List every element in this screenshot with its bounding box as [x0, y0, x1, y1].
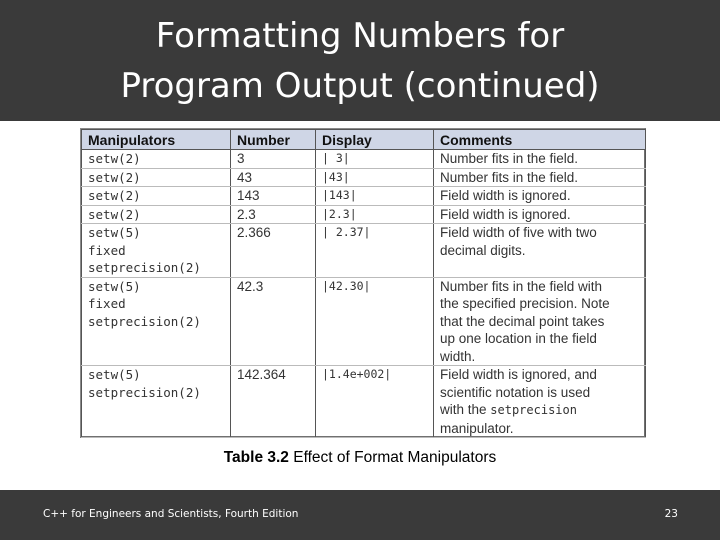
- comment-line: Field width of five with two: [440, 225, 597, 240]
- comment-line: Field width is ignored.: [440, 188, 571, 203]
- footer-book-title: C++ for Engineers and Scientists, Fourth Edition: [43, 508, 299, 520]
- table-header-row: [82, 130, 646, 150]
- comment-line: Number fits in the field with: [440, 278, 603, 294]
- comment-line: Number fits in the field.: [440, 169, 579, 185]
- table-row: [82, 205, 646, 224]
- comment-line: manipulator.: [440, 420, 514, 436]
- manipulator-code: setw(2): [88, 151, 141, 166]
- cell-manipulator: [82, 277, 231, 366]
- cell-number: 3: [231, 150, 316, 169]
- cell-manipulator: [82, 366, 231, 438]
- comment-line: Number fits in the field.: [440, 151, 579, 166]
- cell-number: 42.3: [231, 277, 316, 366]
- table-row: [82, 150, 646, 169]
- comment-text: with the: [440, 402, 491, 417]
- header-manipulators: Manipulators: [82, 130, 231, 150]
- manipulator-code: setw(2): [88, 206, 141, 222]
- comment-code: setprecision: [490, 403, 577, 417]
- table-row: [82, 187, 646, 206]
- slide-title-line-1: Formatting Numbers for: [155, 15, 565, 56]
- cell-manipulator: [82, 150, 231, 169]
- header-display: Display: [316, 130, 434, 150]
- table-row: [82, 277, 646, 366]
- cell-manipulator: [82, 224, 231, 278]
- table-caption: [0, 449, 720, 467]
- table-row: [82, 366, 646, 438]
- cell-comment: [434, 277, 646, 366]
- cell-display: |143|: [316, 187, 434, 206]
- caption-label: Table 3.2: [223, 449, 289, 466]
- cell-manipulator: [82, 205, 231, 224]
- cell-number: 2.366: [231, 224, 316, 278]
- cell-display: | 2.37|: [316, 224, 434, 278]
- manipulator-code: fixed: [88, 242, 126, 258]
- cell-number: 143: [231, 187, 316, 206]
- table-row: [82, 168, 646, 187]
- manipulator-code: setw(5): [88, 367, 141, 382]
- footer-bar: [0, 490, 720, 540]
- cell-display: |2.3|: [316, 205, 434, 224]
- manipulator-code: setw(5): [88, 225, 141, 240]
- comment-line: decimal digits.: [440, 242, 526, 258]
- slide-title-line-2: Program Output (continued): [120, 65, 600, 106]
- manipulators-table: [81, 129, 646, 438]
- comment-line: scientific notation is used: [440, 384, 591, 400]
- cell-manipulator: [82, 168, 231, 187]
- manipulator-code: setw(5): [88, 278, 141, 294]
- cell-number: 43: [231, 168, 316, 187]
- caption-text: Effect of Format Manipulators: [293, 449, 497, 466]
- manipulators-table-container: [80, 128, 646, 438]
- cell-number: 142.364: [231, 366, 316, 438]
- comment-line: Field width is ignored, and: [440, 367, 597, 382]
- header-comments: Comments: [434, 130, 646, 150]
- manipulator-code: setprecision(2): [88, 384, 201, 400]
- cell-comment: [434, 187, 646, 206]
- cell-comment: [434, 366, 646, 438]
- comment-line: [440, 401, 641, 420]
- comment-line: up one location in the field: [440, 331, 597, 346]
- footer-page-number: 23: [664, 508, 678, 520]
- manipulator-code: fixed: [88, 296, 126, 311]
- comment-line: width.: [440, 348, 476, 364]
- cell-display: | 3|: [316, 150, 434, 169]
- manipulator-code: setprecision(2): [88, 313, 201, 329]
- cell-display: |42.30|: [316, 277, 434, 366]
- cell-comment: [434, 224, 646, 278]
- comment-line: Field width is ignored.: [440, 206, 571, 222]
- header-number: Number: [231, 130, 316, 150]
- comment-line: the specified precision. Note: [440, 296, 610, 311]
- manipulator-code: setw(2): [88, 188, 141, 203]
- cell-comment: [434, 168, 646, 187]
- table-row: [82, 224, 646, 278]
- cell-display: |43|: [316, 168, 434, 187]
- slide-title: [120, 11, 599, 111]
- manipulator-code: setprecision(2): [88, 260, 201, 275]
- cell-comment: [434, 205, 646, 224]
- manipulator-code: setw(2): [88, 169, 141, 185]
- cell-display: |1.4e+002|: [316, 366, 434, 438]
- cell-manipulator: [82, 187, 231, 206]
- cell-comment: [434, 150, 646, 169]
- cell-number: 2.3: [231, 205, 316, 224]
- comment-line: that the decimal point takes: [440, 313, 605, 329]
- title-bar: [0, 0, 720, 121]
